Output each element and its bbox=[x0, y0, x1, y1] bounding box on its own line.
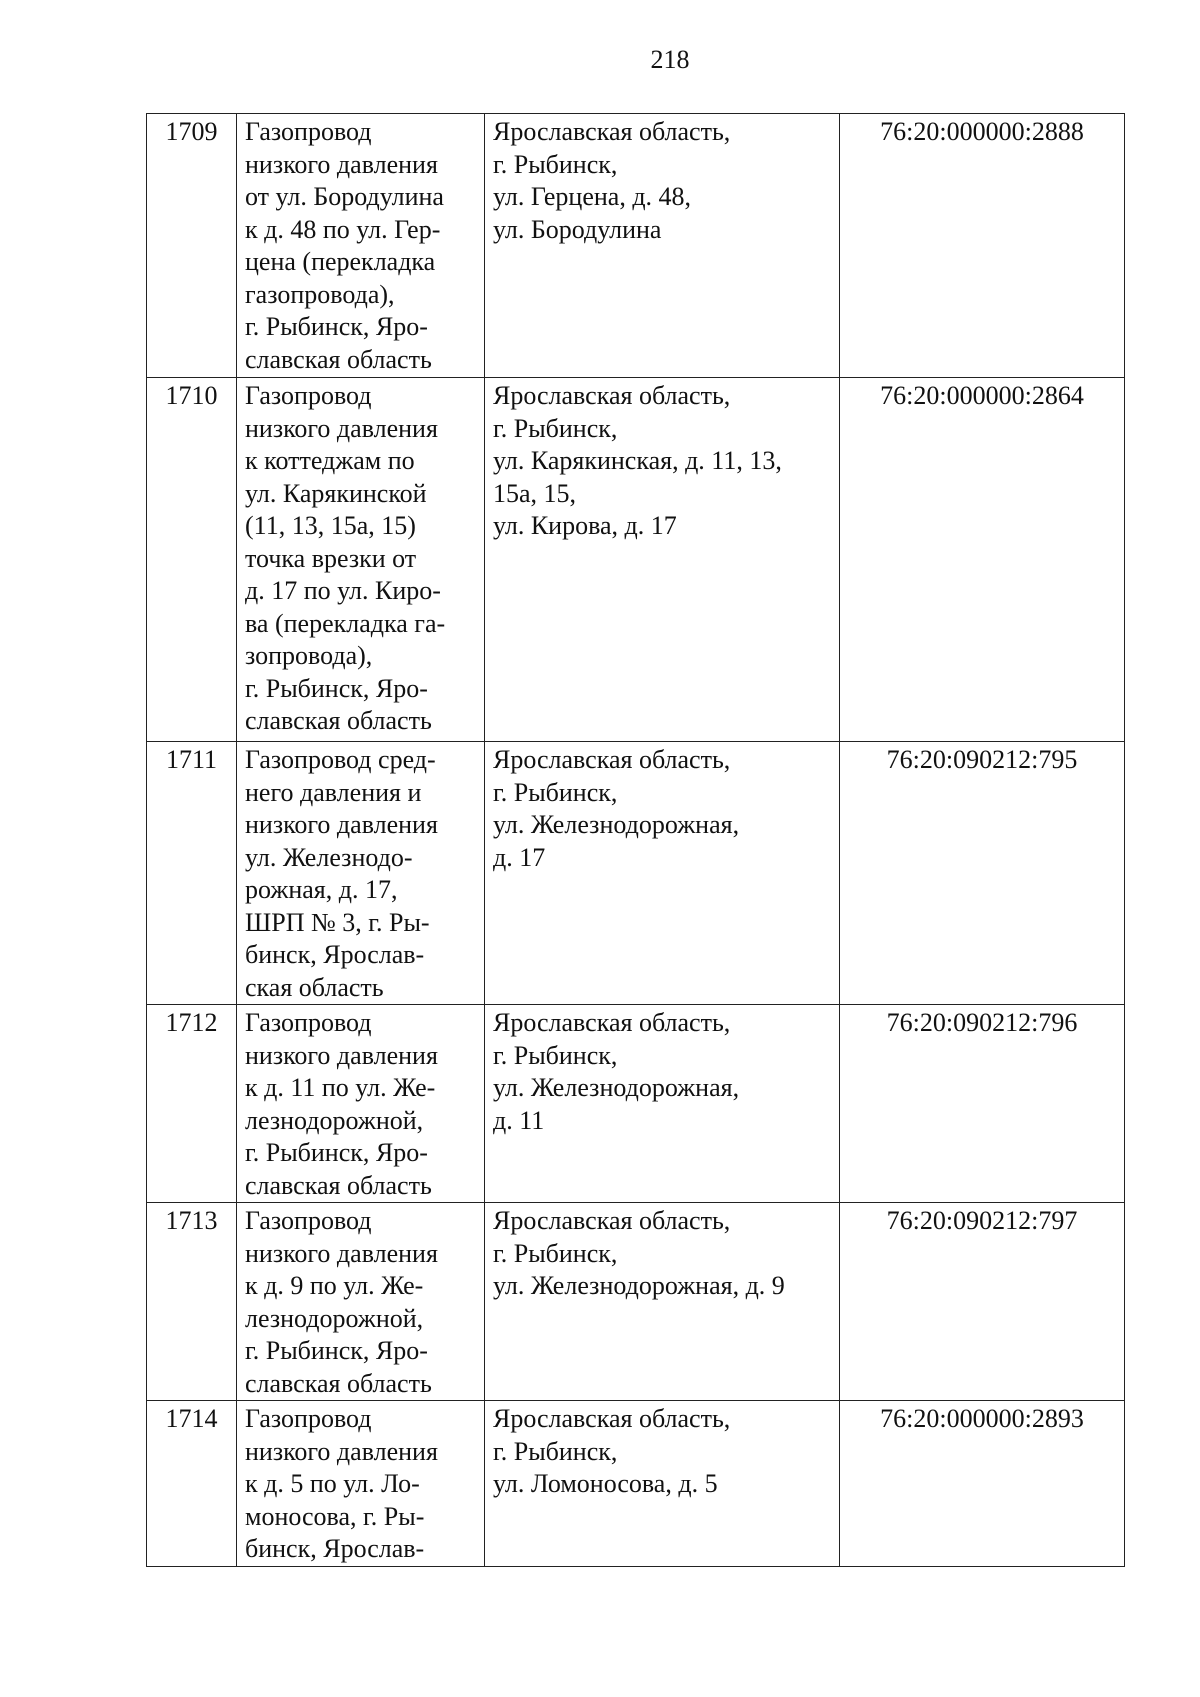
table-row bbox=[147, 742, 1125, 1005]
address-line: г. Рыбинск, bbox=[493, 149, 618, 179]
object-name-line: цена (перекладка bbox=[245, 247, 436, 276]
object-name-cell bbox=[237, 1005, 485, 1203]
object-name-line: бинск, Ярослав- bbox=[245, 1534, 425, 1563]
address-line: ул. Карякинская, д. 11, 13, bbox=[493, 446, 782, 475]
record-number: 1712 bbox=[147, 1005, 237, 1203]
address-line: д. 17 bbox=[493, 842, 546, 872]
address-line: Ярославская область, bbox=[493, 1206, 731, 1235]
address-line: г. Рыбинск, bbox=[493, 1436, 618, 1466]
address-line: Ярославская область, bbox=[493, 117, 731, 146]
address-line: Ярославская область, bbox=[493, 1404, 731, 1433]
table-row bbox=[147, 1401, 1125, 1567]
address-cell bbox=[485, 742, 840, 1005]
object-name-line: г. Рыбинск, Яро- bbox=[245, 673, 428, 703]
object-name-line: лезнодорожной, bbox=[245, 1303, 424, 1333]
object-name-line: д. 17 по ул. Киро- bbox=[245, 576, 441, 605]
object-name-line: низкого давления bbox=[245, 413, 438, 443]
object-name-line: Газопровод bbox=[245, 381, 372, 410]
address-line: ул. Герцена, д. 48, bbox=[493, 182, 692, 211]
object-name-line: Газопровод bbox=[245, 1206, 372, 1235]
object-name-line: лезнодорожной, bbox=[245, 1105, 424, 1135]
cadastral-number: 76:20:090212:797 bbox=[840, 1203, 1125, 1401]
address-line: Ярославская область, bbox=[493, 381, 731, 410]
object-name-line: моносова, г. Ры- bbox=[245, 1501, 425, 1531]
object-name-line: низкого давления bbox=[245, 1238, 438, 1268]
address-line: ул. Железнодорожная, bbox=[493, 1073, 740, 1102]
object-name-cell bbox=[237, 1401, 485, 1567]
object-name-line: точка врезки от bbox=[245, 543, 417, 573]
cadastral-number: 76:20:000000:2893 bbox=[840, 1401, 1125, 1567]
cadastral-number: 76:20:090212:796 bbox=[840, 1005, 1125, 1203]
address-line: 15а, 15, bbox=[493, 478, 577, 508]
object-name-cell bbox=[237, 1203, 485, 1401]
object-name-line: ул. Железнодо- bbox=[245, 842, 413, 872]
address-line: ул. Железнодорожная, bbox=[493, 810, 740, 839]
object-name-line: к д. 48 по ул. Гер- bbox=[245, 214, 441, 244]
record-number: 1714 bbox=[147, 1401, 237, 1567]
address-line: Ярославская область, bbox=[493, 1008, 731, 1037]
object-name-line: Газопровод сред- bbox=[245, 745, 436, 774]
object-name-line: ва (перекладка га- bbox=[245, 608, 446, 638]
address-line: Ярославская область, bbox=[493, 745, 731, 774]
address-line: ул. Железнодорожная, д. 9 bbox=[493, 1271, 785, 1300]
object-name-line: (11, 13, 15а, 15) bbox=[245, 511, 416, 540]
object-name-line: низкого давления bbox=[245, 1040, 438, 1070]
address-line: ул. Бородулина bbox=[493, 214, 662, 244]
object-name-line: ская область bbox=[245, 972, 384, 1002]
object-name-cell bbox=[237, 742, 485, 1005]
object-name-line: г. Рыбинск, Яро- bbox=[245, 1336, 428, 1365]
object-name-cell bbox=[237, 114, 485, 378]
object-name-line: к д. 9 по ул. Же- bbox=[245, 1271, 424, 1300]
object-name-line: ШРП № 3, г. Ры- bbox=[245, 907, 430, 937]
cadastral-number: 76:20:000000:2888 bbox=[840, 114, 1125, 378]
object-name-line: него давления и bbox=[245, 777, 422, 807]
object-name-line: низкого давления bbox=[245, 1436, 438, 1466]
address-cell bbox=[485, 114, 840, 378]
object-name-line: славская область bbox=[245, 1368, 432, 1398]
record-number: 1710 bbox=[147, 378, 237, 742]
object-name-line: славская область bbox=[245, 344, 432, 374]
address-cell bbox=[485, 1005, 840, 1203]
object-name-line: ул. Карякинской bbox=[245, 478, 427, 508]
address-line: ул. Кирова, д. 17 bbox=[493, 511, 677, 540]
registry-table-body bbox=[147, 114, 1125, 1567]
object-name-line: к д. 5 по ул. Ло- bbox=[245, 1469, 420, 1498]
table-row bbox=[147, 1203, 1125, 1401]
object-name-line: газопровода), bbox=[245, 279, 395, 309]
object-name-line: славская область bbox=[245, 706, 432, 735]
address-cell bbox=[485, 1203, 840, 1401]
address-line: г. Рыбинск, bbox=[493, 1238, 618, 1268]
cadastral-number: 76:20:000000:2864 bbox=[840, 378, 1125, 742]
object-name-line: низкого давления bbox=[245, 810, 438, 839]
record-number: 1709 bbox=[147, 114, 237, 378]
object-name-line: Газопровод bbox=[245, 117, 372, 146]
address-cell bbox=[485, 1401, 840, 1567]
object-name-line: к д. 11 по ул. Же- bbox=[245, 1073, 436, 1102]
object-name-line: низкого давления bbox=[245, 149, 438, 179]
table-row bbox=[147, 378, 1125, 742]
cadastral-number: 76:20:090212:795 bbox=[840, 742, 1125, 1005]
gas-pipeline-registry-table bbox=[146, 113, 1125, 1567]
object-name-line: Газопровод bbox=[245, 1404, 372, 1433]
record-number: 1711 bbox=[147, 742, 237, 1005]
address-line: г. Рыбинск, bbox=[493, 1040, 618, 1070]
object-name-line: г. Рыбинск, Яро- bbox=[245, 312, 428, 341]
object-name-line: Газопровод bbox=[245, 1008, 372, 1037]
address-line: д. 11 bbox=[493, 1105, 545, 1135]
object-name-line: славская область bbox=[245, 1170, 432, 1200]
object-name-line: от ул. Бородулина bbox=[245, 182, 444, 211]
table-row bbox=[147, 1005, 1125, 1203]
object-name-line: к коттеджам по bbox=[245, 446, 415, 475]
address-line: г. Рыбинск, bbox=[493, 413, 618, 443]
object-name-line: зопровода), bbox=[245, 641, 373, 670]
object-name-line: рожная, д. 17, bbox=[245, 875, 398, 904]
address-line: ул. Ломоносова, д. 5 bbox=[493, 1469, 718, 1498]
address-line: г. Рыбинск, bbox=[493, 777, 618, 807]
address-cell bbox=[485, 378, 840, 742]
object-name-line: бинск, Ярослав- bbox=[245, 940, 425, 969]
table-row bbox=[147, 114, 1125, 378]
object-name-cell bbox=[237, 378, 485, 742]
record-number: 1713 bbox=[147, 1203, 237, 1401]
object-name-line: г. Рыбинск, Яро- bbox=[245, 1138, 428, 1167]
page-number: 218 bbox=[650, 45, 690, 74]
